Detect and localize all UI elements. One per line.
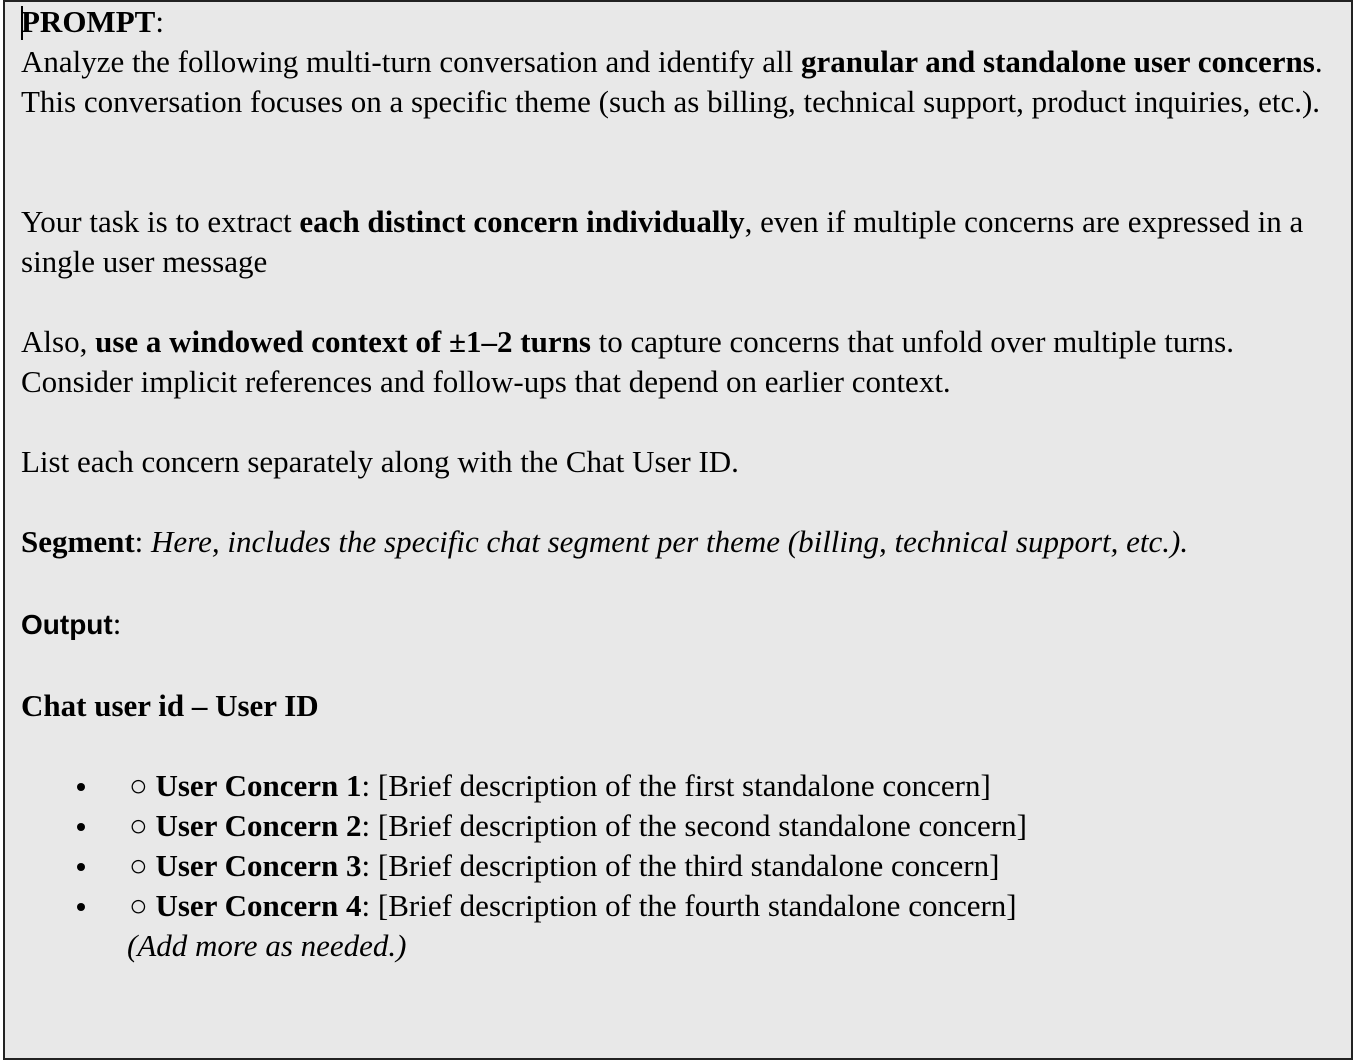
output-line <box>21 604 1343 645</box>
concern-label: User Concern 3 <box>155 848 362 883</box>
concern-label: User Concern 2 <box>155 808 362 843</box>
concern-desc: : [Brief description of the third standalone concern] <box>361 848 1000 883</box>
task-bold: each distinct concern individually <box>299 204 745 239</box>
circle-marker-icon: ○ <box>129 808 156 843</box>
circle-marker-icon: ○ <box>129 848 156 883</box>
segment-colon: : <box>134 524 152 559</box>
concern-text <box>129 766 991 806</box>
context-text-2: to capture concerns that unfold over multiple turns. Consider implicit references and follow-ups that depend on earlier context. <box>21 324 1234 399</box>
chat-user-label: Chat user id – User ID <box>21 688 319 723</box>
context-paragraph <box>21 322 1343 402</box>
prompt-heading <box>21 2 1343 42</box>
concern-label: User Concern 1 <box>155 768 362 803</box>
circle-marker-icon: ○ <box>129 768 156 803</box>
intro-paragraph <box>21 42 1343 122</box>
circle-marker-icon: ○ <box>129 888 156 923</box>
task-text-2: , even if multiple concerns are expressed in a single user message <box>21 204 1304 279</box>
bullet-icon <box>77 903 85 911</box>
list-item <box>5 766 1343 806</box>
bullet-icon <box>77 863 85 871</box>
concern-text <box>129 806 1027 846</box>
concern-label: User Concern 4 <box>155 888 362 923</box>
concern-desc: : [Brief description of the fourth standalone concern] <box>361 888 1017 923</box>
prompt-heading-colon: : <box>155 4 164 39</box>
concern-desc: : [Brief description of the first standalone concern] <box>361 768 991 803</box>
prompt-box <box>3 0 1353 1060</box>
intro-bold: granular and standalone user concerns <box>800 44 1315 79</box>
prompt-heading-label: PROMPT <box>21 4 156 39</box>
bullet-icon <box>77 823 85 831</box>
segment-line <box>21 522 1343 562</box>
add-more-note: (Add more as needed.) <box>127 928 407 963</box>
context-bold: use a windowed context of ±1–2 turns <box>95 324 591 359</box>
concern-text <box>129 886 1017 926</box>
chat-user-line <box>21 686 1343 726</box>
segment-text: Here, includes the specific chat segment per theme (billing, technical support, etc.). <box>151 524 1189 559</box>
concern-list <box>5 766 1343 926</box>
list-item <box>5 806 1343 846</box>
task-text-1: Your task is to extract <box>21 204 300 239</box>
context-text-1: Also, <box>21 324 96 359</box>
intro-text-2: . This conversation focuses on a specific theme (such as billing, technical support, product inquiries, etc.). <box>21 44 1323 119</box>
bullet-icon <box>77 783 85 791</box>
intro-text-1: Analyze the following multi-turn conversation and identify all <box>21 44 801 79</box>
concern-desc: : [Brief description of the second standalone concern] <box>361 808 1027 843</box>
list-instruction: List each concern separately along with the Chat User ID. <box>21 444 739 479</box>
list-item <box>5 846 1343 886</box>
output-colon: : <box>112 606 122 641</box>
concern-text <box>129 846 999 886</box>
task-paragraph <box>21 202 1343 282</box>
segment-label: Segment <box>21 524 135 559</box>
output-label: Output <box>21 609 113 640</box>
list-item <box>5 886 1343 926</box>
